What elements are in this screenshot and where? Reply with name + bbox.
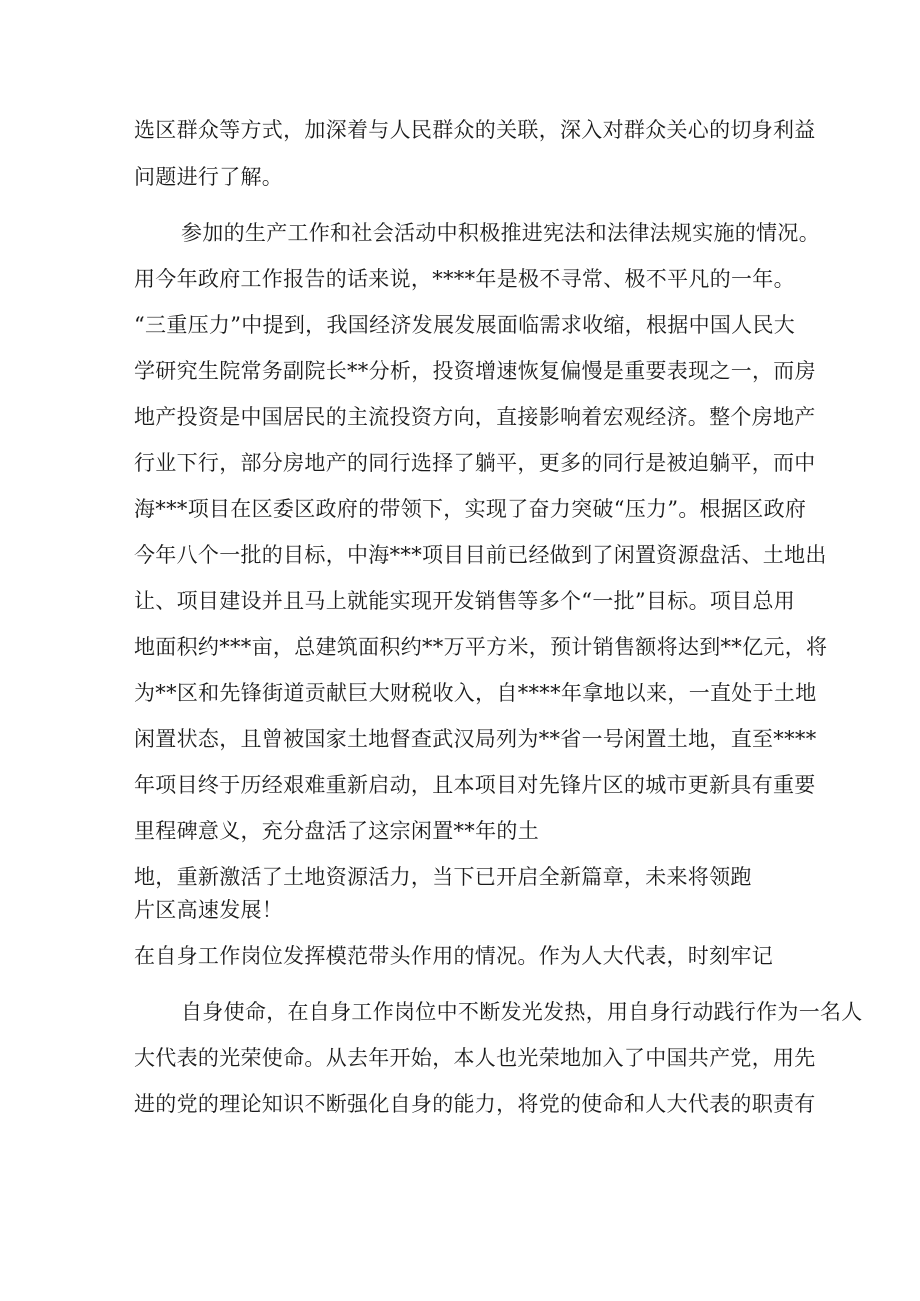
paragraph-line: “三重压力”中提到，我国经济发展发展面临需求收缩，根据中国人民大 — [134, 313, 796, 337]
paragraph-line: 闲置状态，且曾被国家土地督查武汉局列为**省一号闲置土地，直至**** — [134, 727, 817, 751]
paragraph-line: 学研究生院常务副院长**分析，投资增速恢复偏慢是重要表现之一，而房 — [134, 359, 816, 383]
paragraph-line: 行业下行，部分房地产的同行选择了躺平，更多的同行是被迫躺平，而中 — [134, 451, 816, 475]
paragraph-line: 地，重新激活了土地资源活力，当下已开启全新篇章，未来将领跑 — [134, 865, 752, 889]
paragraph-line: 自身使命，在自身工作岗位中不断发光发热，用自身行动践行作为一名人 — [181, 1000, 863, 1024]
paragraph-line: 问题进行了解。 — [134, 165, 284, 189]
paragraph-line: 里程碑意义，充分盘活了这宗闲置**年的土 — [134, 819, 539, 843]
paragraph-line: 选区群众等方式，加深着与人民群众的关联，深入对群众关心的切身利益 — [134, 118, 816, 142]
paragraph-line: 在自身工作岗位发挥模范带头作用的情况。作为人大代表，时刻牢记 — [134, 944, 773, 968]
paragraph-line: 为**区和先锋街道贡献巨大财税收入，自****年拿地以来，一直处于土地 — [134, 681, 817, 705]
paragraph-line: 片区高速发展！ — [134, 898, 284, 922]
paragraph-line: 用今年政府工作报告的话来说，****年是极不寻常、极不平凡的一年。 — [134, 267, 795, 291]
paragraph-line: 进的党的理论知识不断强化自身的能力，将党的使命和人大代表的职责有 — [134, 1092, 816, 1116]
paragraph-line: 海***项目在区委区政府的带领下，实现了奋力突破“压力”。根据区政府 — [134, 497, 807, 521]
paragraph-line: 年项目终于历经艰难重新启动，且本项目对先锋片区的城市更新具有重要 — [134, 773, 816, 797]
paragraph-line: 地产投资是中国居民的主流投资方向，直接影响着宏观经济。整个房地产 — [134, 405, 816, 429]
paragraph-line: 大代表的光荣使命。从去年开始，本人也光荣地加入了中国共产党，用先 — [134, 1046, 816, 1070]
paragraph-line: 地面积约***亩，总建筑面积约**万平方米，预计销售额将达到**亿元，将 — [134, 635, 828, 659]
paragraph-line: 今年八个一批的目标，中海***项目目前已经做到了闲置资源盘活、土地出 — [134, 543, 827, 567]
paragraph-line: 参加的生产工作和社会活动中积极推进宪法和法律法规实施的情况。 — [181, 221, 820, 245]
paragraph-line: 让、项目建设并且马上就能实现开发销售等多个“一批”目标。项目总用 — [134, 589, 796, 613]
